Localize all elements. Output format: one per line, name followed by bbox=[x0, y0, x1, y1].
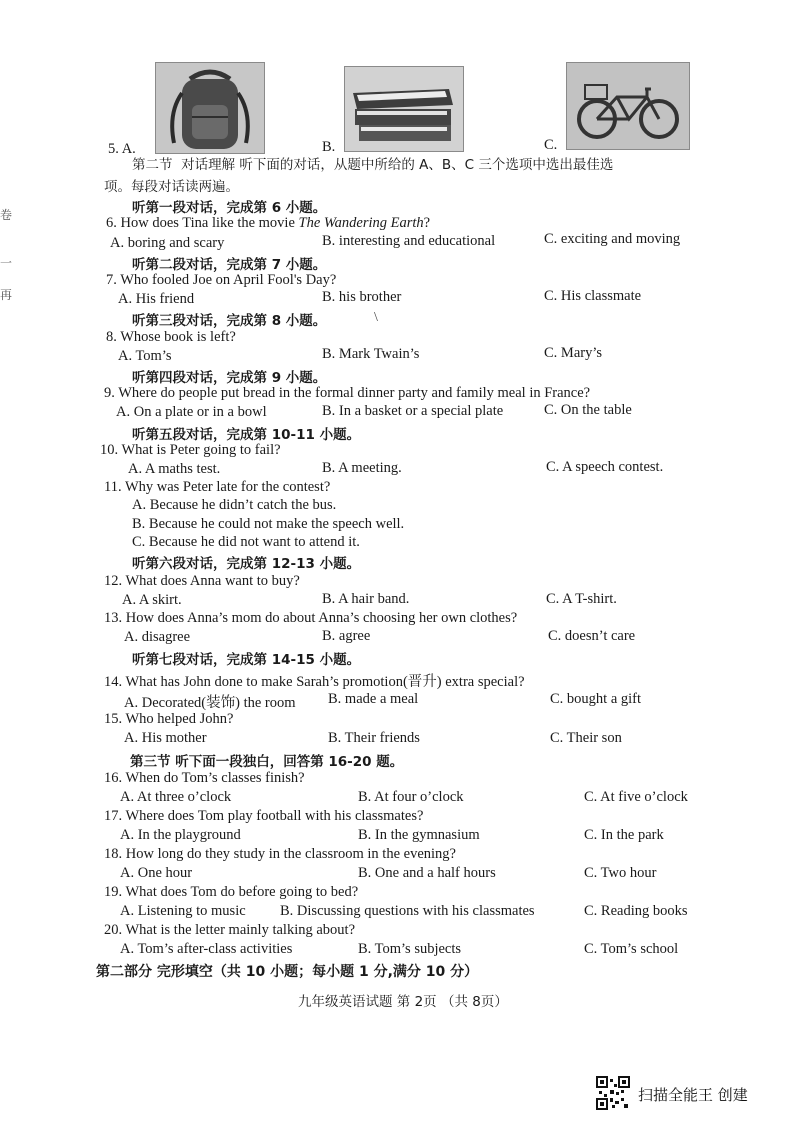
option-c: C. Two hour bbox=[584, 865, 657, 881]
question-9: 9. Where do people put bread in the formal dinner party and family meal in France? bbox=[104, 385, 591, 401]
section-3-heading: 第三节 听下面一段独白，回答第 16-20 题。 bbox=[130, 754, 404, 770]
books-picture bbox=[344, 66, 464, 152]
option-b: B. interesting and educational bbox=[322, 233, 496, 249]
margin-char: 卷 bbox=[0, 208, 13, 222]
option-a: A. Listening to music bbox=[120, 903, 246, 919]
option-a: A. Tom’s bbox=[118, 348, 172, 364]
option-b: B. At four o’clock bbox=[358, 789, 464, 805]
option-b: B. In the gymnasium bbox=[358, 827, 480, 843]
margin-char: 再 bbox=[0, 288, 13, 302]
section-2-instruction: 项。每段对话读两遍。 bbox=[104, 179, 239, 195]
qr-code-icon bbox=[596, 1076, 630, 1110]
question-13: 13. How does Anna’s mom do about Anna’s choosing her own clothes? bbox=[104, 610, 518, 626]
option-b: B. Tom’s subjects bbox=[358, 941, 462, 957]
backpack-icon bbox=[156, 63, 264, 153]
dialog-heading: 听第三段对话，完成第 8 小题。 bbox=[132, 313, 327, 329]
option-b: B. Mark Twain’s bbox=[322, 346, 420, 362]
option-b: B. One and a half hours bbox=[358, 865, 496, 881]
question-10: 10. What is Peter going to fail? bbox=[100, 442, 281, 458]
dialog-heading: 听第五段对话，完成第 10-11 小题。 bbox=[132, 427, 361, 443]
part-2-heading: 第二部分 完形填空（共 10 小题；每小题 1 分,满分 10 分） bbox=[96, 964, 479, 980]
option-c: C. A T-shirt. bbox=[546, 591, 617, 607]
question-15: 15. Who helped John? bbox=[104, 711, 234, 727]
question-11: 11. Why was Peter late for the contest? bbox=[104, 479, 331, 495]
scanner-watermark: 扫描全能王 创建 bbox=[638, 1086, 748, 1104]
question-18: 18. How long do they study in the classroom in the evening? bbox=[104, 846, 456, 862]
option-a: A. A maths test. bbox=[128, 461, 221, 477]
option-c: C. His classmate bbox=[544, 288, 642, 304]
option-b: B. A meeting. bbox=[322, 460, 402, 476]
q5-option-b: B. bbox=[322, 139, 336, 155]
question-19: 19. What does Tom do before going to bed? bbox=[104, 884, 359, 900]
margin-char: 一 bbox=[0, 256, 13, 270]
question-14: 14. What has John done to make Sarah’s promotion(晋升) extra special? bbox=[104, 674, 525, 690]
backpack-picture bbox=[155, 62, 265, 154]
question-12: 12. What does Anna want to buy? bbox=[104, 573, 300, 589]
dialog-heading: 听第七段对话，完成第 14-15 小题。 bbox=[132, 652, 361, 668]
dialog-heading: 听第六段对话，完成第 12-13 小题。 bbox=[132, 556, 361, 572]
question-7: 7. Who fooled Joe on April Fool's Day? bbox=[106, 272, 337, 288]
option-a: A. Decorated(装饰) the room bbox=[124, 695, 296, 711]
option-a: A. A skirt. bbox=[122, 592, 182, 608]
option-a: A. Because he didn’t catch the bus. bbox=[132, 497, 337, 513]
option-b: B. A hair band. bbox=[322, 591, 410, 607]
option-b: B. In a basket or a special plate bbox=[322, 403, 504, 419]
option-b: B. Discussing questions with his classmates bbox=[280, 903, 535, 919]
option-a: A. boring and scary bbox=[110, 235, 225, 251]
option-b: B. Their friends bbox=[328, 730, 420, 746]
option-c: C. Because he did not want to attend it. bbox=[132, 534, 360, 550]
section-2-heading: 第二节 对话理解 听下面的对话，从题中所给的 A、B、C 三个选项中选出最佳选 bbox=[132, 157, 614, 173]
option-a: A. disagree bbox=[124, 629, 191, 645]
question-16: 16. When do Tom’s classes finish? bbox=[104, 770, 305, 786]
option-a: A. At three o’clock bbox=[120, 789, 232, 805]
option-a: A. On a plate or in a bowl bbox=[116, 404, 267, 420]
bicycle-picture bbox=[566, 62, 690, 150]
option-a: A. One hour bbox=[120, 865, 193, 881]
option-c: C. On the table bbox=[544, 402, 632, 418]
option-a: A. Tom’s after-class activities bbox=[120, 941, 293, 957]
option-c: C. Their son bbox=[550, 730, 622, 746]
dialog-heading: 听第四段对话，完成第 9 小题。 bbox=[132, 370, 327, 386]
option-c: C. Mary’s bbox=[544, 345, 602, 361]
option-c: C. bought a gift bbox=[550, 691, 642, 707]
option-c: C. Tom’s school bbox=[584, 941, 679, 957]
option-c: C. A speech contest. bbox=[546, 459, 664, 475]
page-footer: 九年级英语试题 第 2页 （共 8页） bbox=[298, 994, 508, 1010]
question-6: 6. How does Tina like the movie The Wandering Earth? bbox=[106, 215, 431, 231]
option-c: C. Reading books bbox=[584, 903, 688, 919]
question-20: 20. What is the letter mainly talking about? bbox=[104, 922, 356, 938]
option-c: C. In the park bbox=[584, 827, 664, 843]
pen-mark: \ bbox=[374, 310, 378, 325]
bicycle-icon bbox=[567, 63, 689, 149]
option-b: B. made a meal bbox=[328, 691, 419, 707]
question-17: 17. Where does Tom play football with his classmates? bbox=[104, 808, 424, 824]
question-8: 8. Whose book is left? bbox=[106, 329, 236, 345]
option-b: B. his brother bbox=[322, 289, 402, 305]
q5-option-c: C. bbox=[544, 137, 558, 153]
option-c: C. At five o’clock bbox=[584, 789, 688, 805]
option-c: C. exciting and moving bbox=[544, 231, 681, 247]
books-icon bbox=[345, 67, 463, 151]
dialog-heading: 听第二段对话，完成第 7 小题。 bbox=[132, 257, 327, 273]
option-b: B. Because he could not make the speech well. bbox=[132, 516, 405, 532]
dialog-heading: 听第一段对话，完成第 6 小题。 bbox=[132, 200, 327, 216]
option-a: A. In the playground bbox=[120, 827, 241, 843]
option-a: A. His mother bbox=[124, 730, 207, 746]
option-c: C. doesn’t care bbox=[548, 628, 636, 644]
q5-label: 5. A. bbox=[108, 141, 136, 157]
option-a: A. His friend bbox=[118, 291, 195, 307]
option-b: B. agree bbox=[322, 628, 371, 644]
